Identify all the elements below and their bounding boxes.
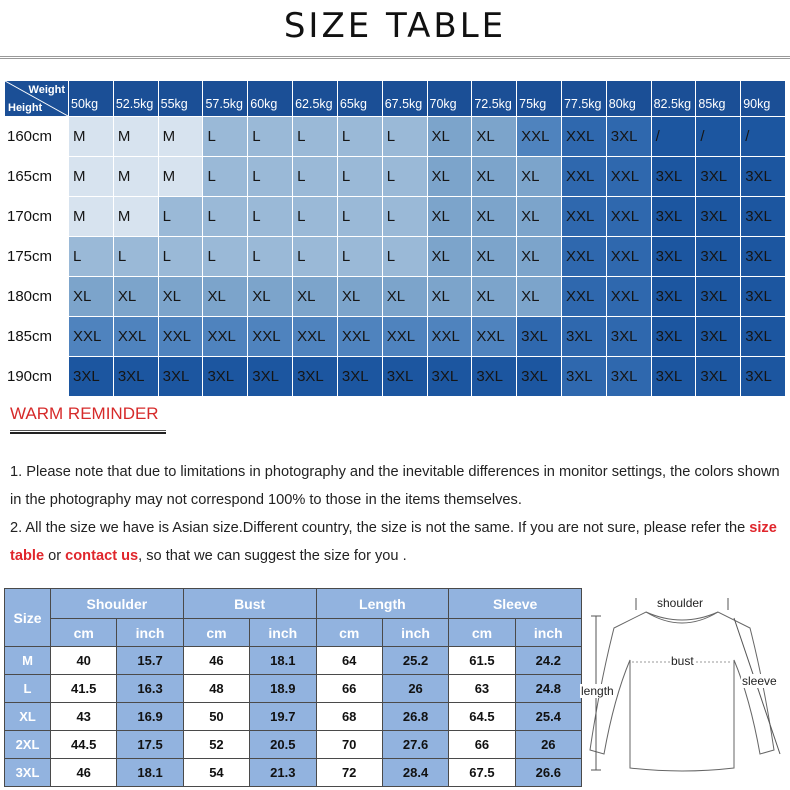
size-cell: XL bbox=[382, 277, 427, 317]
size-cell: M bbox=[69, 117, 114, 157]
measurement-value: 21.3 bbox=[250, 759, 316, 787]
size-cell: XL bbox=[293, 277, 338, 317]
weight-header: 60kg bbox=[248, 81, 293, 117]
unit-header: cm bbox=[183, 619, 249, 647]
size-cell: 3XL bbox=[651, 317, 696, 357]
size-cell: XL bbox=[427, 237, 472, 277]
size-cell: L bbox=[248, 157, 293, 197]
size-cell: 3XL bbox=[113, 357, 158, 397]
note2-suffix: , so that we can suggest the size for you . bbox=[138, 548, 407, 564]
size-cell: 3XL bbox=[561, 317, 606, 357]
size-cell: 3XL bbox=[651, 237, 696, 277]
size-cell: 3XL bbox=[741, 157, 786, 197]
size-cell: 3XL bbox=[696, 157, 741, 197]
size-label: 3XL bbox=[5, 759, 51, 787]
size-cell: XL bbox=[472, 117, 517, 157]
unit-header: inch bbox=[515, 619, 581, 647]
measurement-value: 44.5 bbox=[51, 731, 117, 759]
measurement-value: 40 bbox=[51, 647, 117, 675]
measurement-value: 48 bbox=[183, 675, 249, 703]
measurement-value: 46 bbox=[183, 647, 249, 675]
size-cell: XL bbox=[427, 157, 472, 197]
size-cell: XL bbox=[472, 277, 517, 317]
size-cell: 3XL bbox=[248, 357, 293, 397]
grid-corner-cell bbox=[5, 81, 69, 117]
size-cell: XXL bbox=[203, 317, 248, 357]
size-cell: XXL bbox=[293, 317, 338, 357]
size-cell: XXL bbox=[561, 157, 606, 197]
size-label: XL bbox=[5, 703, 51, 731]
size-cell: L bbox=[203, 157, 248, 197]
size-label: M bbox=[5, 647, 51, 675]
measurement-row bbox=[5, 647, 582, 675]
grid-row bbox=[5, 357, 786, 397]
size-cell: XXL bbox=[561, 197, 606, 237]
measurement-row bbox=[5, 675, 582, 703]
measurement-value: 54 bbox=[183, 759, 249, 787]
size-cell: 3XL bbox=[606, 317, 651, 357]
size-cell: XXL bbox=[561, 277, 606, 317]
measurement-row bbox=[5, 731, 582, 759]
height-header: 185cm bbox=[5, 317, 69, 357]
size-cell: 3XL bbox=[337, 357, 382, 397]
grid-row bbox=[5, 117, 786, 157]
unit-header: inch bbox=[117, 619, 183, 647]
measurement-value: 50 bbox=[183, 703, 249, 731]
size-cell: 3XL bbox=[203, 357, 248, 397]
measurement-group-header: Shoulder bbox=[51, 589, 184, 619]
size-cell: 3XL bbox=[517, 317, 562, 357]
note2-prefix: 2. All the size we have is Asian size.Different country, the size is not the same. If you are not sure, please refer the bbox=[10, 520, 750, 536]
unit-header: cm bbox=[51, 619, 117, 647]
measurement-value: 70 bbox=[316, 731, 382, 759]
height-header: 180cm bbox=[5, 277, 69, 317]
height-header: 175cm bbox=[5, 237, 69, 277]
contact-us-link[interactable]: contact us bbox=[65, 548, 139, 564]
measurement-value: 26.6 bbox=[515, 759, 581, 787]
measurement-value: 41.5 bbox=[51, 675, 117, 703]
size-cell: XL bbox=[517, 197, 562, 237]
size-cell: L bbox=[293, 237, 338, 277]
size-label: L bbox=[5, 675, 51, 703]
size-cell: 3XL bbox=[472, 357, 517, 397]
weight-header: 55kg bbox=[158, 81, 203, 117]
reminder-note-2 bbox=[10, 514, 786, 570]
size-cell: XL bbox=[472, 197, 517, 237]
weight-header: 65kg bbox=[337, 81, 382, 117]
size-label: 2XL bbox=[5, 731, 51, 759]
measurement-value: 61.5 bbox=[449, 647, 515, 675]
size-cell: XXL bbox=[69, 317, 114, 357]
measurement-value: 18.1 bbox=[250, 647, 316, 675]
size-table-link[interactable]: size table bbox=[10, 520, 777, 564]
measurement-row bbox=[5, 703, 582, 731]
size-cell: 3XL bbox=[696, 317, 741, 357]
reminder-notes bbox=[10, 458, 786, 570]
size-cell: 3XL bbox=[696, 197, 741, 237]
size-cell: M bbox=[113, 157, 158, 197]
size-column-header: Size bbox=[5, 589, 51, 647]
reminder-note-1: 1. Please note that due to limitations in photography and the inevitable differences in monitor settings, the colors shown in the photography may not correspond 100% to those in the items themselves. bbox=[10, 464, 780, 508]
measurement-row bbox=[5, 759, 582, 787]
size-cell: L bbox=[382, 117, 427, 157]
weight-header: 57.5kg bbox=[203, 81, 248, 117]
size-cell: M bbox=[69, 157, 114, 197]
size-cell: XL bbox=[427, 117, 472, 157]
measurement-value: 25.4 bbox=[515, 703, 581, 731]
measurement-value: 66 bbox=[316, 675, 382, 703]
size-cell: 3XL bbox=[517, 357, 562, 397]
size-cell: L bbox=[337, 117, 382, 157]
size-cell: L bbox=[293, 197, 338, 237]
measurement-value: 17.5 bbox=[117, 731, 183, 759]
unit-header: inch bbox=[250, 619, 316, 647]
size-cell: 3XL bbox=[741, 277, 786, 317]
size-cell: XL bbox=[472, 237, 517, 277]
weight-header: 50kg bbox=[69, 81, 114, 117]
page-title: SIZE TABLE bbox=[283, 6, 507, 46]
measurement-value: 20.5 bbox=[250, 731, 316, 759]
height-axis-label: Height bbox=[8, 102, 43, 114]
weight-header: 85kg bbox=[696, 81, 741, 117]
grid-row bbox=[5, 277, 786, 317]
measurement-value: 28.4 bbox=[382, 759, 448, 787]
measurement-group-header: Sleeve bbox=[449, 589, 582, 619]
size-cell: XL bbox=[69, 277, 114, 317]
measurement-group-row bbox=[5, 589, 582, 619]
size-cell: M bbox=[69, 197, 114, 237]
size-cell: 3XL bbox=[606, 357, 651, 397]
weight-header: 72.5kg bbox=[472, 81, 517, 117]
weight-header: 90kg bbox=[741, 81, 786, 117]
height-header: 165cm bbox=[5, 157, 69, 197]
size-cell: XXL bbox=[382, 317, 427, 357]
size-cell: XL bbox=[427, 277, 472, 317]
size-cell: 3XL bbox=[741, 197, 786, 237]
unit-header: cm bbox=[316, 619, 382, 647]
measurement-value: 46 bbox=[51, 759, 117, 787]
size-cell: XL bbox=[517, 157, 562, 197]
weight-header: 62.5kg bbox=[293, 81, 338, 117]
size-cell: L bbox=[337, 237, 382, 277]
measurement-value: 43 bbox=[51, 703, 117, 731]
size-recommendation-grid bbox=[4, 80, 786, 397]
unit-header: cm bbox=[449, 619, 515, 647]
size-cell: L bbox=[69, 237, 114, 277]
size-cell: M bbox=[113, 197, 158, 237]
weight-header: 82.5kg bbox=[651, 81, 696, 117]
measurement-value: 72 bbox=[316, 759, 382, 787]
size-cell: / bbox=[696, 117, 741, 157]
measurement-value: 27.6 bbox=[382, 731, 448, 759]
size-cell: L bbox=[248, 117, 293, 157]
size-cell: M bbox=[113, 117, 158, 157]
measurement-group-header: Length bbox=[316, 589, 449, 619]
size-cell: 3XL bbox=[382, 357, 427, 397]
bust-label: bust bbox=[671, 654, 694, 668]
size-cell: XL bbox=[113, 277, 158, 317]
grid-header-row bbox=[5, 81, 786, 117]
size-cell: XXL bbox=[472, 317, 517, 357]
measurement-group-header: Bust bbox=[183, 589, 316, 619]
measurement-value: 18.9 bbox=[250, 675, 316, 703]
sleeve-label: sleeve bbox=[742, 674, 777, 688]
measurement-value: 64 bbox=[316, 647, 382, 675]
size-cell: XXL bbox=[606, 197, 651, 237]
size-cell: M bbox=[158, 157, 203, 197]
size-cell: L bbox=[248, 197, 293, 237]
size-cell: L bbox=[203, 237, 248, 277]
size-cell: XL bbox=[517, 237, 562, 277]
height-header: 160cm bbox=[5, 117, 69, 157]
unit-header: inch bbox=[382, 619, 448, 647]
size-cell: 3XL bbox=[741, 237, 786, 277]
size-cell: 3XL bbox=[696, 277, 741, 317]
weight-header: 80kg bbox=[606, 81, 651, 117]
size-cell: 3XL bbox=[69, 357, 114, 397]
size-cell: / bbox=[651, 117, 696, 157]
size-cell: XXL bbox=[606, 237, 651, 277]
measurement-value: 15.7 bbox=[117, 647, 183, 675]
size-cell: L bbox=[158, 237, 203, 277]
warm-reminder-heading: WARM REMINDER bbox=[10, 404, 159, 423]
grid-row bbox=[5, 237, 786, 277]
measurement-value: 24.2 bbox=[515, 647, 581, 675]
size-cell: 3XL bbox=[561, 357, 606, 397]
measurement-value: 68 bbox=[316, 703, 382, 731]
size-cell: 3XL bbox=[158, 357, 203, 397]
size-cell: XL bbox=[337, 277, 382, 317]
size-cell: XXL bbox=[427, 317, 472, 357]
height-header: 170cm bbox=[5, 197, 69, 237]
size-cell: L bbox=[293, 117, 338, 157]
size-cell: XL bbox=[203, 277, 248, 317]
measurement-value: 16.3 bbox=[117, 675, 183, 703]
measurement-unit-row bbox=[5, 619, 582, 647]
height-header: 190cm bbox=[5, 357, 69, 397]
measurement-value: 18.1 bbox=[117, 759, 183, 787]
measurement-value: 26 bbox=[382, 675, 448, 703]
measurement-table bbox=[4, 588, 582, 787]
measurement-value: 24.8 bbox=[515, 675, 581, 703]
size-cell: L bbox=[203, 117, 248, 157]
weight-header: 70kg bbox=[427, 81, 472, 117]
size-cell: L bbox=[113, 237, 158, 277]
size-cell: XXL bbox=[606, 157, 651, 197]
measurement-value: 19.7 bbox=[250, 703, 316, 731]
size-cell: L bbox=[382, 237, 427, 277]
weight-header: 77.5kg bbox=[561, 81, 606, 117]
size-cell: 3XL bbox=[651, 197, 696, 237]
measurement-value: 25.2 bbox=[382, 647, 448, 675]
measurement-value: 63 bbox=[449, 675, 515, 703]
size-cell: 3XL bbox=[741, 317, 786, 357]
size-cell: XXL bbox=[248, 317, 293, 357]
garment-diagram bbox=[581, 588, 788, 788]
size-cell: XXL bbox=[158, 317, 203, 357]
measurement-value: 16.9 bbox=[117, 703, 183, 731]
size-cell: XL bbox=[427, 197, 472, 237]
size-cell: XL bbox=[472, 157, 517, 197]
measurement-value: 26.8 bbox=[382, 703, 448, 731]
measurement-value: 66 bbox=[449, 731, 515, 759]
size-cell: 3XL bbox=[651, 277, 696, 317]
measurement-value: 64.5 bbox=[449, 703, 515, 731]
size-cell: 3XL bbox=[427, 357, 472, 397]
length-label: length bbox=[581, 684, 614, 698]
note2-mid: or bbox=[44, 548, 66, 564]
size-cell: 3XL bbox=[696, 237, 741, 277]
size-cell: XXL bbox=[517, 117, 562, 157]
size-cell: / bbox=[741, 117, 786, 157]
size-cell: 3XL bbox=[696, 357, 741, 397]
size-cell: L bbox=[382, 197, 427, 237]
size-cell: XXL bbox=[337, 317, 382, 357]
grid-row bbox=[5, 197, 786, 237]
size-cell: L bbox=[337, 157, 382, 197]
warm-reminder-divider bbox=[10, 430, 166, 434]
measurement-value: 26 bbox=[515, 731, 581, 759]
size-cell: L bbox=[203, 197, 248, 237]
size-cell: 3XL bbox=[741, 357, 786, 397]
size-cell: XXL bbox=[113, 317, 158, 357]
size-cell: XXL bbox=[606, 277, 651, 317]
weight-header: 52.5kg bbox=[113, 81, 158, 117]
size-cell: XL bbox=[517, 277, 562, 317]
shoulder-label: shoulder bbox=[657, 596, 704, 610]
title-divider bbox=[0, 56, 790, 59]
size-cell: L bbox=[158, 197, 203, 237]
measurement-body bbox=[5, 647, 582, 787]
size-cell: 3XL bbox=[293, 357, 338, 397]
weight-axis-label: Weight bbox=[28, 84, 65, 96]
size-cell: L bbox=[337, 197, 382, 237]
size-cell: XXL bbox=[561, 117, 606, 157]
size-cell: L bbox=[382, 157, 427, 197]
size-cell: XXL bbox=[561, 237, 606, 277]
size-cell: L bbox=[248, 237, 293, 277]
size-cell: 3XL bbox=[606, 117, 651, 157]
grid-body bbox=[5, 117, 786, 397]
size-cell: M bbox=[158, 117, 203, 157]
size-cell: XL bbox=[158, 277, 203, 317]
size-cell: L bbox=[293, 157, 338, 197]
size-cell: 3XL bbox=[651, 157, 696, 197]
weight-header: 75kg bbox=[517, 81, 562, 117]
size-cell: 3XL bbox=[651, 357, 696, 397]
size-cell: XL bbox=[248, 277, 293, 317]
measurement-value: 52 bbox=[183, 731, 249, 759]
weight-header: 67.5kg bbox=[382, 81, 427, 117]
grid-row bbox=[5, 157, 786, 197]
measurement-value: 67.5 bbox=[449, 759, 515, 787]
grid-row bbox=[5, 317, 786, 357]
